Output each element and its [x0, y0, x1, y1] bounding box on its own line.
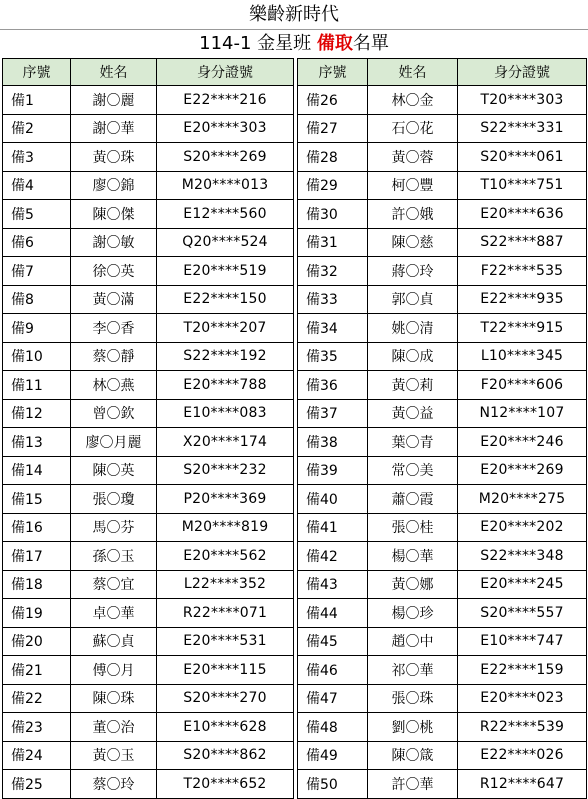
seq-cell: 備40	[298, 485, 368, 514]
id-cell: E22****216	[157, 86, 294, 115]
seq-cell: 備46	[298, 656, 368, 685]
seq-cell: 備8	[3, 285, 71, 314]
id-cell: E20****246	[458, 428, 587, 457]
seq-cell: 備44	[298, 599, 368, 628]
name-cell: 蕭〇霞	[368, 485, 458, 514]
table-row	[3, 428, 294, 457]
name-cell: 傅〇月	[71, 656, 157, 685]
table-row	[298, 656, 587, 685]
name-cell: 黃〇蓉	[368, 143, 458, 172]
seq-cell: 備10	[3, 342, 71, 371]
name-cell: 楊〇華	[368, 542, 458, 571]
id-cell: L22****352	[157, 570, 294, 599]
seq-cell: 備33	[298, 285, 368, 314]
name-cell: 許〇娥	[368, 200, 458, 229]
id-cell: E20****636	[458, 200, 587, 229]
seq-cell: 備13	[3, 428, 71, 457]
name-cell: 孫〇玉	[71, 542, 157, 571]
table-row	[298, 257, 587, 286]
waitlist-table-left	[2, 58, 294, 799]
column-header-seq: 序號	[3, 59, 71, 86]
id-cell: R12****647	[458, 770, 587, 799]
table-row	[298, 456, 587, 485]
name-cell: 林〇金	[368, 86, 458, 115]
name-cell: 黃〇娜	[368, 570, 458, 599]
column-header-id: 身分證號	[458, 59, 587, 86]
name-cell: 蔣〇玲	[368, 257, 458, 286]
seq-cell: 備27	[298, 114, 368, 143]
id-cell: E20****202	[458, 513, 587, 542]
id-cell: E20****562	[157, 542, 294, 571]
table-row	[298, 399, 587, 428]
subtitle-prefix: 114-1 金星班	[199, 33, 317, 54]
seq-cell: 備25	[3, 770, 71, 799]
table-row	[298, 86, 587, 115]
seq-cell: 備20	[3, 627, 71, 656]
seq-cell: 備42	[298, 542, 368, 571]
column-header-name: 姓名	[368, 59, 458, 86]
name-cell: 張〇瓊	[71, 485, 157, 514]
id-cell: E10****083	[157, 399, 294, 428]
id-cell: E20****269	[458, 456, 587, 485]
table-row	[298, 770, 587, 799]
seq-cell: 備28	[298, 143, 368, 172]
table-row	[298, 599, 587, 628]
seq-cell: 備48	[298, 713, 368, 742]
id-cell: E20****023	[458, 684, 587, 713]
table-row	[3, 656, 294, 685]
id-cell: P20****369	[157, 485, 294, 514]
page-title: 樂齡新時代	[0, 0, 588, 30]
table-row	[298, 713, 587, 742]
table-row	[3, 371, 294, 400]
table-row	[298, 371, 587, 400]
seq-cell: 備34	[298, 314, 368, 343]
seq-cell: 備29	[298, 171, 368, 200]
id-cell: N12****107	[458, 399, 587, 428]
table-row	[3, 171, 294, 200]
name-cell: 葉〇青	[368, 428, 458, 457]
table-row	[3, 770, 294, 799]
table-row	[298, 171, 587, 200]
table-row	[3, 542, 294, 571]
name-cell: 柯〇豐	[368, 171, 458, 200]
seq-cell: 備17	[3, 542, 71, 571]
name-cell: 謝〇華	[71, 114, 157, 143]
seq-cell: 備15	[3, 485, 71, 514]
name-cell: 李〇香	[71, 314, 157, 343]
name-cell: 陳〇箴	[368, 741, 458, 770]
id-cell: Q20****524	[157, 228, 294, 257]
id-cell: S20****270	[157, 684, 294, 713]
table-row	[3, 513, 294, 542]
id-cell: T20****652	[157, 770, 294, 799]
waitlist-table-right	[297, 58, 587, 799]
id-cell: E20****115	[157, 656, 294, 685]
name-cell: 張〇桂	[368, 513, 458, 542]
table-body-left	[3, 86, 294, 799]
seq-cell: 備36	[298, 371, 368, 400]
table-row	[3, 143, 294, 172]
id-cell: M20****819	[157, 513, 294, 542]
seq-cell: 備49	[298, 741, 368, 770]
table-row	[3, 86, 294, 115]
table-row	[3, 200, 294, 229]
name-cell: 陳〇成	[368, 342, 458, 371]
name-cell: 黃〇玉	[71, 741, 157, 770]
name-cell: 陳〇慈	[368, 228, 458, 257]
name-cell: 馬〇芬	[71, 513, 157, 542]
id-cell: S20****557	[458, 599, 587, 628]
id-cell: F22****535	[458, 257, 587, 286]
table-row	[3, 342, 294, 371]
id-cell: S22****331	[458, 114, 587, 143]
table-row	[298, 513, 587, 542]
table-row	[298, 570, 587, 599]
table-row	[3, 684, 294, 713]
id-cell: L10****345	[458, 342, 587, 371]
table-row	[3, 713, 294, 742]
id-cell: S20****232	[157, 456, 294, 485]
seq-cell: 備39	[298, 456, 368, 485]
page-subtitle	[0, 30, 588, 58]
table-row	[298, 114, 587, 143]
id-cell: E10****747	[458, 627, 587, 656]
name-cell: 劉〇桃	[368, 713, 458, 742]
table-row	[3, 456, 294, 485]
id-cell: S20****862	[157, 741, 294, 770]
seq-cell: 備41	[298, 513, 368, 542]
id-cell: S22****348	[458, 542, 587, 571]
id-cell: R22****071	[157, 599, 294, 628]
name-cell: 蔡〇玲	[71, 770, 157, 799]
id-cell: F20****606	[458, 371, 587, 400]
name-cell: 林〇燕	[71, 371, 157, 400]
seq-cell: 備43	[298, 570, 368, 599]
seq-cell: 備24	[3, 741, 71, 770]
name-cell: 陳〇英	[71, 456, 157, 485]
id-cell: T20****303	[458, 86, 587, 115]
table-row	[298, 228, 587, 257]
seq-cell: 備23	[3, 713, 71, 742]
id-cell: E22****150	[157, 285, 294, 314]
table-row	[298, 627, 587, 656]
table-row	[298, 428, 587, 457]
id-cell: E10****628	[157, 713, 294, 742]
id-cell: E22****026	[458, 741, 587, 770]
seq-cell: 備5	[3, 200, 71, 229]
table-row	[298, 143, 587, 172]
name-cell: 徐〇英	[71, 257, 157, 286]
name-cell: 黃〇益	[368, 399, 458, 428]
table-row	[3, 485, 294, 514]
id-cell: T10****751	[458, 171, 587, 200]
seq-cell: 備12	[3, 399, 71, 428]
id-cell: T20****207	[157, 314, 294, 343]
seq-cell: 備30	[298, 200, 368, 229]
table-row	[298, 200, 587, 229]
name-cell: 張〇珠	[368, 684, 458, 713]
seq-cell: 備31	[298, 228, 368, 257]
name-cell: 石〇花	[368, 114, 458, 143]
name-cell: 常〇美	[368, 456, 458, 485]
id-cell: S20****061	[458, 143, 587, 172]
table-row	[3, 627, 294, 656]
seq-cell: 備7	[3, 257, 71, 286]
seq-cell: 備3	[3, 143, 71, 172]
name-cell: 黃〇滿	[71, 285, 157, 314]
table-row	[298, 314, 587, 343]
column-header-id: 身分證號	[157, 59, 294, 86]
id-cell: R22****539	[458, 713, 587, 742]
table-row	[298, 342, 587, 371]
table-row	[3, 570, 294, 599]
id-cell: E20****519	[157, 257, 294, 286]
table-row	[3, 285, 294, 314]
table-row	[298, 741, 587, 770]
table-row	[298, 285, 587, 314]
name-cell: 董〇治	[71, 713, 157, 742]
seq-cell: 備21	[3, 656, 71, 685]
id-cell: M20****013	[157, 171, 294, 200]
name-cell: 曾〇欽	[71, 399, 157, 428]
seq-cell: 備26	[298, 86, 368, 115]
name-cell: 郭〇貞	[368, 285, 458, 314]
name-cell: 謝〇敏	[71, 228, 157, 257]
table-row	[298, 684, 587, 713]
table-row	[3, 741, 294, 770]
name-cell: 楊〇珍	[368, 599, 458, 628]
seq-cell: 備4	[3, 171, 71, 200]
id-cell: S22****887	[458, 228, 587, 257]
seq-cell: 備45	[298, 627, 368, 656]
id-cell: E22****935	[458, 285, 587, 314]
id-cell: X20****174	[157, 428, 294, 457]
name-cell: 廖〇月麗	[71, 428, 157, 457]
table-header-row	[3, 59, 294, 86]
seq-cell: 備1	[3, 86, 71, 115]
table-row	[298, 542, 587, 571]
name-cell: 陳〇珠	[71, 684, 157, 713]
seq-cell: 備35	[298, 342, 368, 371]
table-row	[298, 485, 587, 514]
name-cell: 卓〇華	[71, 599, 157, 628]
table-row	[3, 114, 294, 143]
name-cell: 蔡〇宜	[71, 570, 157, 599]
column-header-seq: 序號	[298, 59, 368, 86]
seq-cell: 備2	[3, 114, 71, 143]
seq-cell: 備14	[3, 456, 71, 485]
table-row	[3, 599, 294, 628]
id-cell: E22****159	[458, 656, 587, 685]
id-cell: E20****303	[157, 114, 294, 143]
seq-cell: 備11	[3, 371, 71, 400]
name-cell: 廖〇錦	[71, 171, 157, 200]
table-row	[3, 399, 294, 428]
id-cell: T22****915	[458, 314, 587, 343]
id-cell: S20****269	[157, 143, 294, 172]
table-header-row	[298, 59, 587, 86]
id-cell: E20****245	[458, 570, 587, 599]
subtitle-suffix: 名單	[352, 33, 389, 54]
seq-cell: 備47	[298, 684, 368, 713]
name-cell: 蔡〇靜	[71, 342, 157, 371]
name-cell: 蘇〇貞	[71, 627, 157, 656]
id-cell: M20****275	[458, 485, 587, 514]
column-header-name: 姓名	[71, 59, 157, 86]
seq-cell: 備18	[3, 570, 71, 599]
id-cell: E20****531	[157, 627, 294, 656]
seq-cell: 備22	[3, 684, 71, 713]
name-cell: 趙〇中	[368, 627, 458, 656]
seq-cell: 備38	[298, 428, 368, 457]
table-row	[3, 314, 294, 343]
subtitle-highlight: 備取	[316, 33, 353, 54]
table-row	[3, 228, 294, 257]
table-row	[3, 257, 294, 286]
seq-cell: 備6	[3, 228, 71, 257]
id-cell: S22****192	[157, 342, 294, 371]
name-cell: 黃〇莉	[368, 371, 458, 400]
id-cell: E20****788	[157, 371, 294, 400]
seq-cell: 備16	[3, 513, 71, 542]
seq-cell: 備9	[3, 314, 71, 343]
name-cell: 陳〇傑	[71, 200, 157, 229]
name-cell: 黃〇珠	[71, 143, 157, 172]
name-cell: 許〇華	[368, 770, 458, 799]
seq-cell: 備19	[3, 599, 71, 628]
id-cell: E12****560	[157, 200, 294, 229]
seq-cell: 備32	[298, 257, 368, 286]
table-body-right	[298, 86, 587, 799]
seq-cell: 備50	[298, 770, 368, 799]
seq-cell: 備37	[298, 399, 368, 428]
name-cell: 謝〇麗	[71, 86, 157, 115]
name-cell: 祁〇華	[368, 656, 458, 685]
name-cell: 姚〇清	[368, 314, 458, 343]
